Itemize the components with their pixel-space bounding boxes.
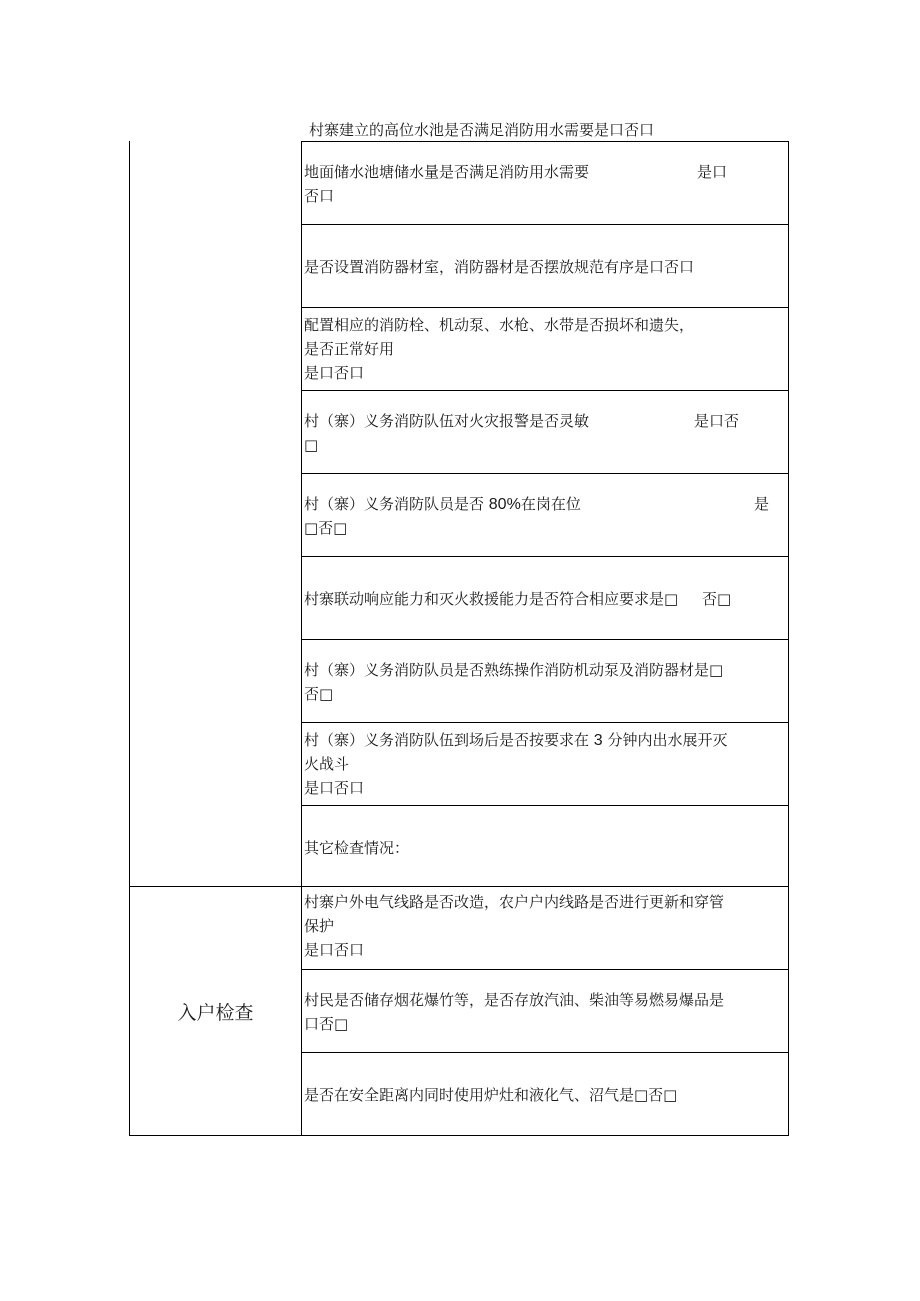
row-text: 村寨联动响应能力和灭火救援能力是否符合相应要求是□ 否□	[304, 590, 732, 608]
table-row	[301, 969, 789, 1053]
table-row	[301, 224, 789, 308]
table-row	[301, 141, 789, 225]
row-text: 是否在安全距离内同时使用炉灶和液化气、沼气是□否□	[304, 1086, 678, 1104]
row-text: □	[304, 436, 319, 454]
table-row	[301, 390, 789, 474]
table-row	[301, 722, 789, 806]
row-text: 否口	[304, 187, 335, 205]
row-text: 其它检查情况：	[304, 839, 410, 857]
row-text: 村（寨）义务消防队员是否熟练操作消防机动泵及消防器材是□	[304, 661, 724, 679]
row-text: 村（寨）义务消防队伍到场后是否按要求在	[304, 731, 594, 749]
table-row	[301, 639, 789, 723]
row-text: 村（寨）义务消防队员是否	[304, 495, 489, 513]
row-text: 是否正常好用	[304, 340, 395, 358]
row-option: 是口	[697, 163, 728, 181]
row-text: 是口否口	[304, 941, 365, 959]
row-text: 村（寨）义务消防队伍对火灾报警是否灵敏	[304, 412, 590, 430]
section-cell-household	[130, 886, 301, 1136]
row-option: 是	[754, 495, 770, 513]
row-option: 是口否	[694, 412, 740, 430]
row-text: 火战斗	[304, 755, 350, 773]
row-text: 是口否口	[304, 364, 365, 382]
row-text: 是口否口	[304, 779, 365, 797]
row-number: 3	[593, 732, 603, 749]
row-text: 配置相应的消防栓、机动泵、水枪、水带是否损坏和遗失，	[304, 316, 695, 334]
row-text: 口否□	[304, 1015, 349, 1033]
intro-line: 村寨建立的高位水池是否满足消防用水需要是口否口	[309, 121, 655, 139]
table-row	[301, 473, 789, 557]
row-number: 80%	[488, 496, 521, 513]
row-text: 在岗在位	[520, 495, 581, 513]
table-row	[301, 556, 789, 640]
row-text: 否□	[304, 685, 334, 703]
section-label-household: 入户检查	[177, 1001, 254, 1024]
row-text: 分钟内出水展开灭	[602, 731, 728, 749]
row-text: 地面储水池塘储水量是否满足消防用水需要	[304, 163, 590, 181]
table-row	[301, 805, 789, 887]
table-row	[301, 886, 789, 970]
row-text: 村寨户外电气线路是否改造，农户户内线路是否进行更新和穿管	[304, 893, 725, 911]
section-cell-checks	[130, 141, 301, 886]
row-text: 是否设置消防器材室，消防器材是否摆放规范有序是口否口	[304, 258, 695, 276]
row-text: 保护	[304, 917, 335, 935]
row-text: □否□	[304, 519, 348, 537]
table-row	[301, 307, 789, 391]
row-text: 村民是否储存烟花爆竹等，是否存放汽油、柴油等易燃易爆品是	[304, 991, 725, 1009]
table-row	[301, 1052, 789, 1136]
